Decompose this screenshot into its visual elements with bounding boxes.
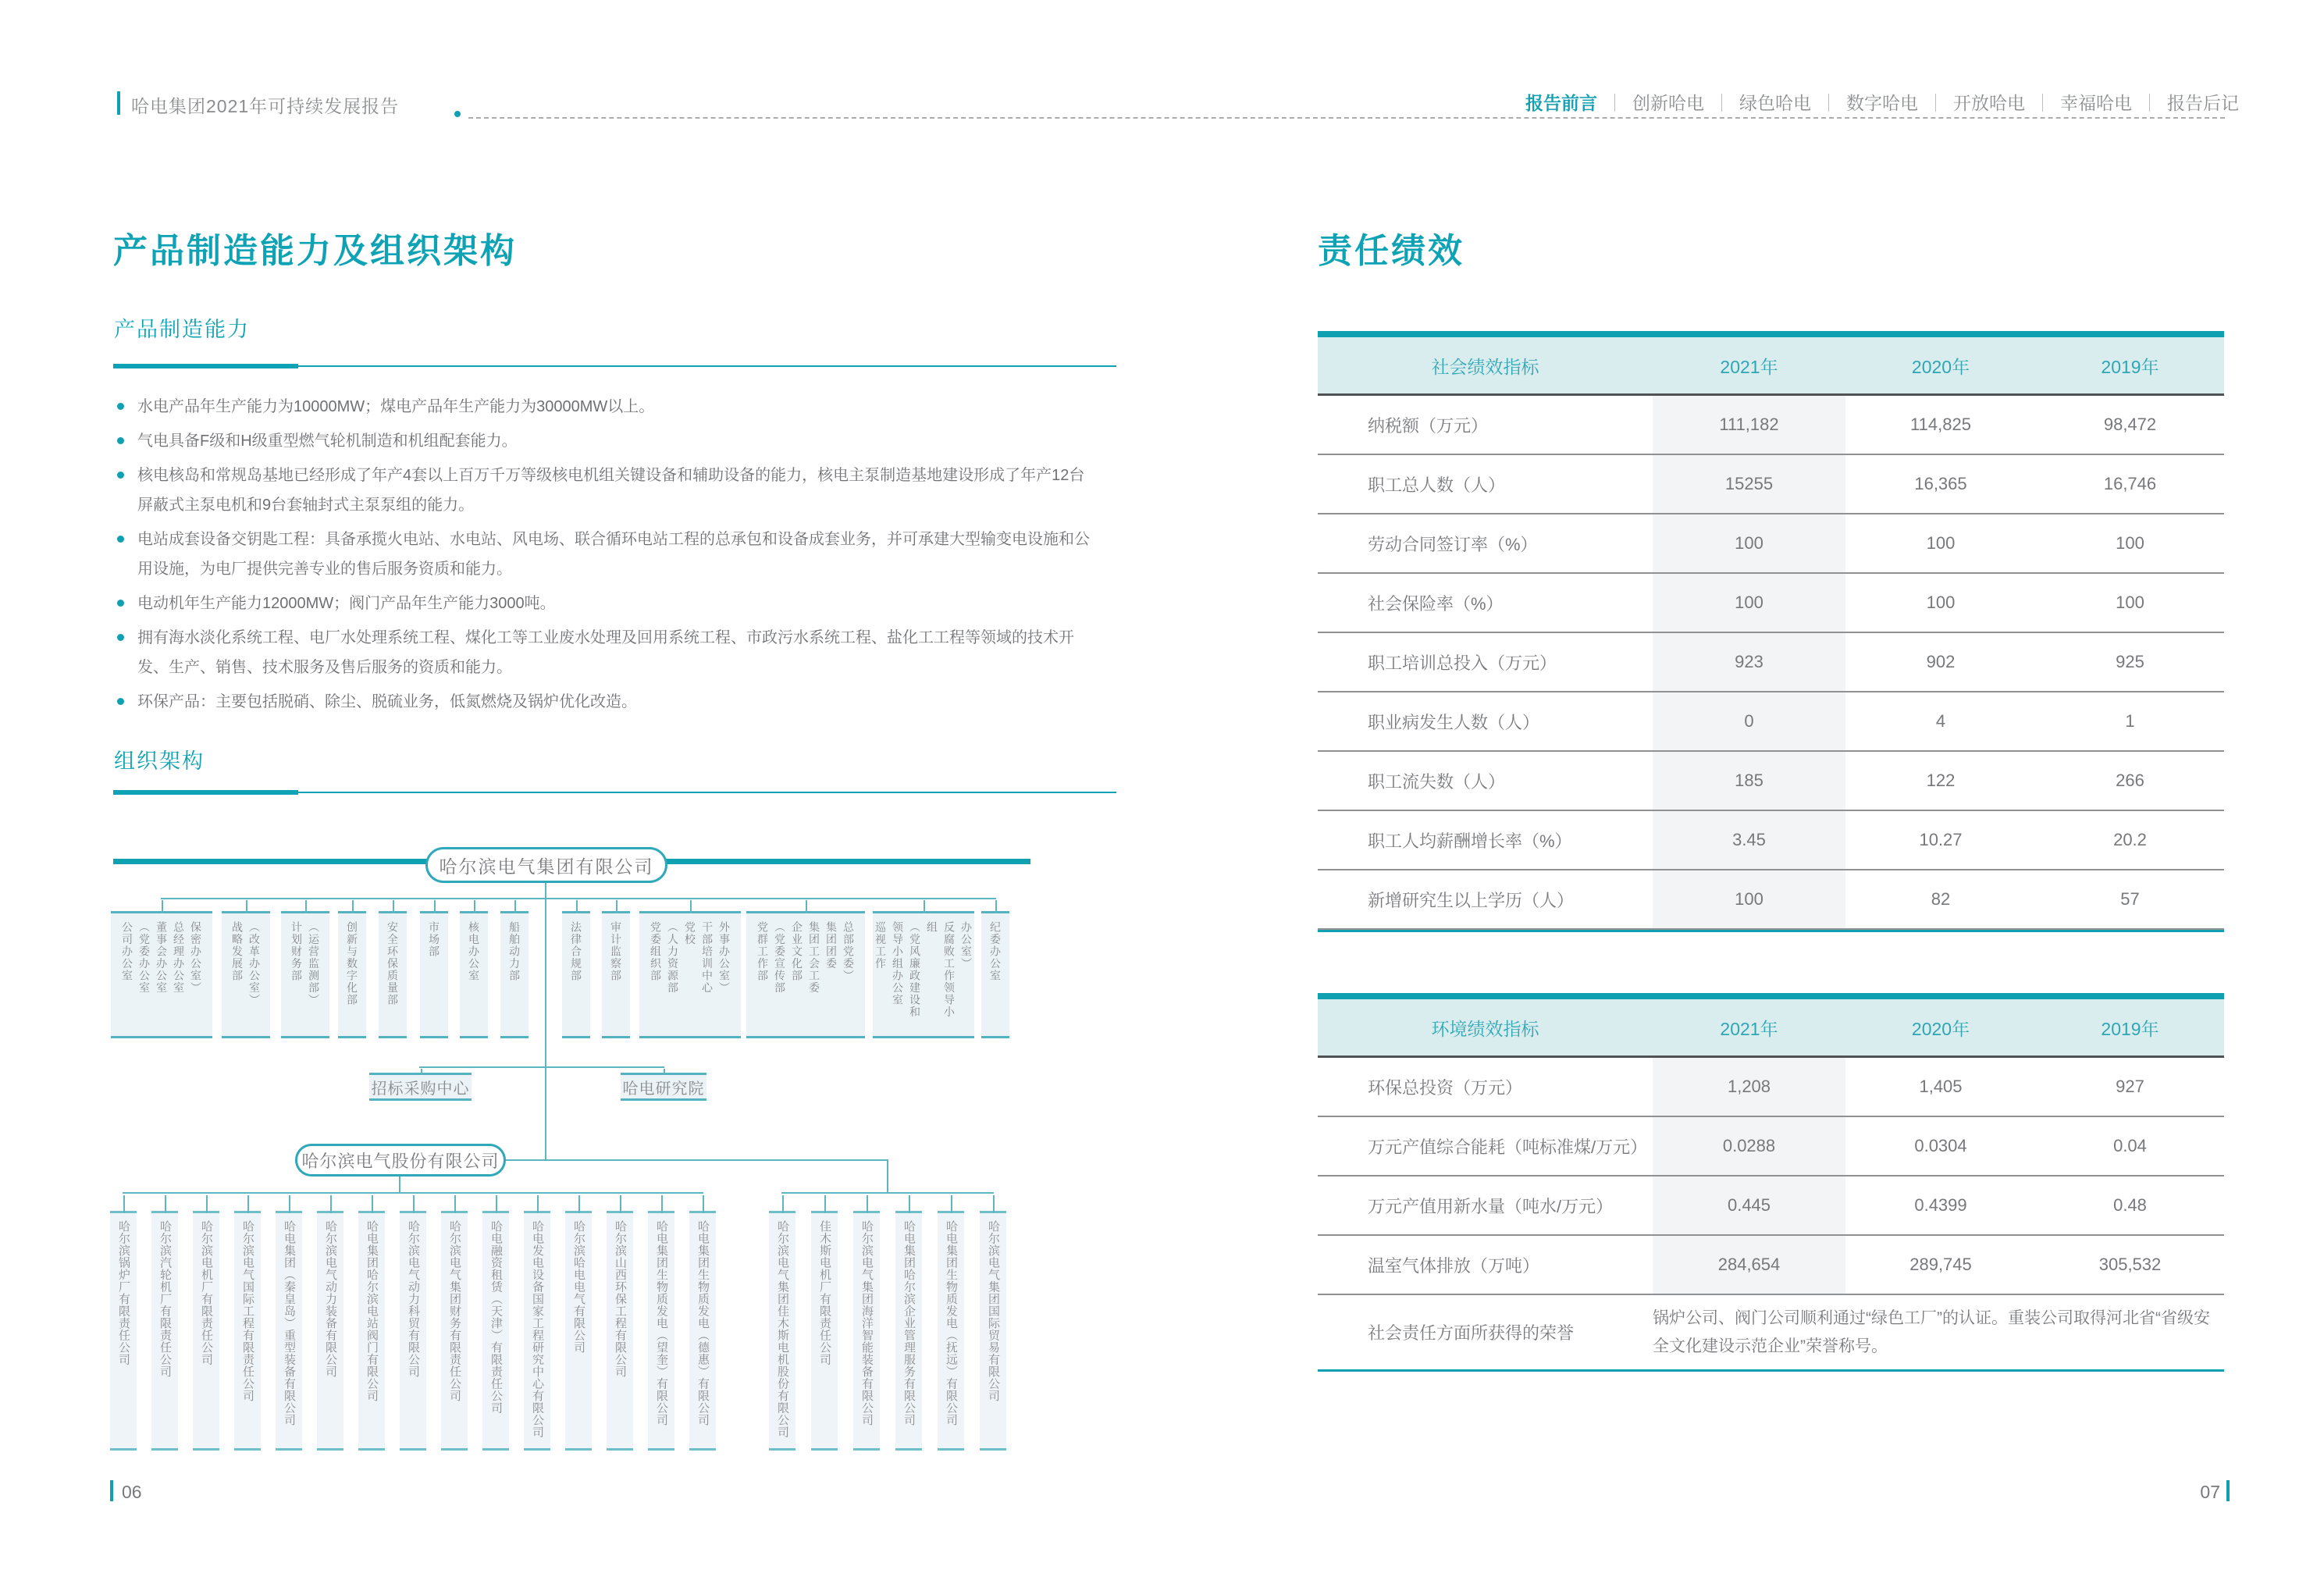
row-label: 社会保险率（%）: [1368, 593, 1504, 614]
org-dept-box: [602, 911, 630, 1038]
org-subsidiary-label: 哈尔滨电气集团财务有限责任公司: [448, 1220, 461, 1402]
row-value: 3.45: [1732, 830, 1766, 849]
org-subsidiary-label: 哈尔滨山西环保工程有限公司: [614, 1220, 627, 1378]
org-dept-label: 法律合规部: [570, 921, 582, 982]
row-label: 劳动合同签订率（%）: [1368, 534, 1538, 554]
org-dept-label: 船舶动力部: [508, 921, 521, 982]
table-header-cell: 2021年: [1720, 356, 1778, 377]
environmental-performance-table: [1318, 993, 2224, 1372]
row-value: 1,405: [1919, 1077, 1963, 1096]
row-label: 纳税额（万元）: [1368, 415, 1489, 436]
org-dept-label: 巡视工作: [874, 921, 887, 970]
row-value: 57: [2120, 889, 2140, 909]
org-subsidiary-label: 哈尔滨哈电电气有限公司: [572, 1220, 585, 1354]
row-label: 环保总投资（万元）: [1368, 1077, 1523, 1098]
row-value: 902: [1926, 652, 1956, 671]
row-value: 289,745: [1909, 1255, 1972, 1274]
row-label: 职工人均薪酬增长率（%）: [1368, 831, 1572, 851]
row-value: 100: [1735, 889, 1763, 909]
org-dept-box: [111, 911, 212, 1038]
org-dept-box: [281, 911, 329, 1038]
nav-item-6: 幸福哈电: [2060, 93, 2132, 113]
org-feed-line: [506, 1159, 888, 1161]
org-feed-drop: [887, 1159, 888, 1193]
row-value: 100: [1926, 533, 1956, 553]
table-row: [1318, 1177, 2224, 1236]
row-value: 923: [1735, 652, 1763, 671]
row-value: 10.27: [1919, 830, 1963, 849]
org-subsidiary-label: 哈电集团（秦皇岛）重型装备有限公司: [283, 1220, 296, 1426]
page-number-bar-left: [110, 1480, 113, 1501]
row-label: 社会责任方面所获得的荣誉: [1368, 1323, 1575, 1343]
org-subsidiary-label: 哈尔滨锅炉厂有限责任公司: [117, 1220, 130, 1365]
org-dept-label: 反腐败工作领导小组: [926, 921, 956, 1018]
row-value: 0.48: [2113, 1195, 2147, 1215]
org-dept-label: 保密办公室）: [190, 921, 202, 994]
row-value: 122: [1926, 771, 1956, 790]
org-dept-label: 市场部: [428, 921, 440, 958]
table-header-cell: 2020年: [1911, 356, 1970, 377]
row-label: 万元产值综合能耗（吨标准煤/万元）: [1368, 1137, 1648, 1157]
section-divider: [113, 364, 1116, 368]
row-value: 111,182: [1719, 415, 1779, 434]
row-value: 16,365: [1914, 474, 1967, 493]
table-header-cell: 2019年: [2101, 356, 2159, 377]
row-value: 15255: [1724, 474, 1774, 493]
table-honors-row: [1318, 1295, 2224, 1369]
table-row: [1318, 1236, 2224, 1295]
org-subsidiary-label: 哈电融资租赁（天津）有限责任公司: [489, 1220, 503, 1414]
table-row: [1318, 1058, 2224, 1117]
org-dept-box: [562, 911, 590, 1038]
table-bottom-rule: [1318, 1369, 2224, 1372]
row-value: 925: [2116, 652, 2144, 671]
org-subsidiary-label: 哈电集团哈尔滨电站阀门有限公司: [365, 1220, 379, 1402]
org-dept-label: （运营监测部）: [308, 921, 320, 1006]
org-subsidiary-box: [151, 1211, 178, 1451]
org-dept-label: （党委宣传部: [774, 921, 786, 994]
org-subsidiary-box: [648, 1211, 674, 1451]
header-accent-bar: [117, 91, 120, 115]
org-dept-box: [746, 911, 865, 1038]
org-dept-label: 总部党委）: [842, 921, 855, 982]
org-dept-label: 战略发展部: [231, 921, 244, 982]
table-row: [1318, 692, 2224, 752]
row-value: 266: [2116, 771, 2144, 790]
org-dept-label: 审计监察部: [610, 921, 622, 982]
org-dept-label: （党风廉政建设和: [909, 921, 921, 1018]
bullet-item: 气电具备F级和H级重型燃气轮机制造和机组配套能力。: [115, 426, 1091, 456]
row-value: 0.4399: [1914, 1195, 1967, 1215]
row-value: 100: [1735, 533, 1763, 553]
bullet-item: 水电产品年生产能力为10000MW；煤电产品年生产能力为30000MW以上。: [115, 392, 1091, 422]
org-dept-box: [981, 911, 1009, 1038]
row-value: 114,825: [1910, 415, 1971, 434]
org-dept-label: 公司办公室: [121, 921, 133, 982]
table-header-row: [1318, 999, 2224, 1058]
nav-separator: ｜: [1713, 93, 1731, 113]
row-value: 0.0288: [1722, 1136, 1776, 1155]
org-dept-label: 党群工作部: [756, 921, 769, 982]
nav-item-3: 绿色哈电: [1739, 93, 1811, 113]
table-row: [1318, 811, 2224, 870]
bullet-item: 电站成套设备交钥匙工程：具备承揽火电站、水电站、风电场、联合循环电站工程的总承包和设备成套业务，并可承建大型输变电设施和公用设施，为电厂提供完善专业的售后服务资质和能力。: [115, 525, 1091, 584]
org-dept-box: [379, 911, 407, 1038]
header-dot-icon: [454, 111, 461, 117]
table-header-cell: 2021年: [1720, 1018, 1778, 1039]
org-dept-label: （人力资源部: [667, 921, 679, 994]
row-value: 16,746: [2103, 474, 2157, 493]
org-subsidiary-label: 哈尔滨电机厂有限责任公司: [200, 1220, 213, 1365]
org-subsidiary-box: [524, 1211, 550, 1451]
header-dashed-rule: [468, 117, 2225, 119]
row-value: 1,208: [1727, 1077, 1771, 1096]
bullet-item: 拥有海水淡化系统工程、电厂水处理系统工程、煤化工等工业废水处理及回用系统工程、市政污水系统工程、盐化工工程等领域的技术开发、生产、销售、技术服务及售后服务的资质和能力。: [115, 623, 1091, 682]
org-dept-label: 总经理办公室: [173, 921, 185, 994]
org-subsidiary-label: 哈电发电设备国家工程研究中心有限公司: [531, 1220, 544, 1438]
social-performance-table: [1318, 331, 2224, 932]
nav-separator: ｜: [1606, 93, 1624, 113]
org-dept-box: [420, 911, 448, 1038]
row-value: 4: [1935, 711, 1946, 731]
page-number-left: 06: [122, 1482, 142, 1502]
org-subsidiary-label: 哈电集团生物质发电（望奎）有限公司: [655, 1220, 668, 1426]
row-value: 927: [2116, 1077, 2144, 1096]
row-value: 0: [1744, 711, 1754, 731]
nav-separator: ｜: [2141, 93, 2159, 113]
row-value: 0.0304: [1914, 1136, 1967, 1155]
row-value: 0.04: [2113, 1136, 2147, 1155]
left-page-title: 产品制造能力及组织架构: [113, 232, 517, 270]
org-dept-box: [338, 911, 366, 1038]
org-dept-label: 安全环保质量部: [386, 921, 399, 1006]
org-dept-label: （党委办公室: [138, 921, 151, 994]
bullet-item: 核电核岛和常规岛基地已经形成了年产4套以上百万千万等级核电机组关键设备和辅助设备的能力，核电主泵制造基地建设形成了年产12台屏蔽式主泵电机和9台套轴封式主泵泵组的能力。: [115, 461, 1091, 520]
org-subsidiary-box: [441, 1211, 468, 1451]
org-subsidiary-box: [811, 1211, 838, 1451]
section-title-org: 组织架构: [114, 749, 205, 773]
org-dept-box: [500, 911, 529, 1038]
table-body: [1318, 999, 2224, 1369]
table-header-cell: 社会绩效指标: [1431, 356, 1539, 377]
org-subsidiary-box: [895, 1211, 922, 1451]
table-bottom-rule: [1318, 930, 2224, 932]
org-dept-label: 党委组织部: [650, 921, 662, 982]
section-title-manufacturing: 产品制造能力: [114, 318, 250, 341]
nav-item-2: 创新哈电: [1632, 93, 1704, 113]
page-number-bar-right: [2226, 1480, 2230, 1501]
row-value: 82: [1931, 889, 1951, 909]
org-dept-label: 创新与数字化部: [346, 921, 358, 1006]
org-subsidiary-label: 哈尔滨电气集团海洋智能装备有限公司: [860, 1220, 874, 1426]
honors-text: 锅炉公司、阀门公司顺利通过“绿色工厂”的认证。重装公司取得河北省“省级安全文化建设示范企业”荣誉称号。: [1653, 1308, 2210, 1355]
table-row: [1318, 574, 2224, 633]
row-value: 100: [2116, 533, 2144, 553]
row-value: 100: [1926, 593, 1956, 612]
org-subsidiary-label: 哈尔滨汽轮机厂有限责任公司: [158, 1220, 172, 1378]
org-subsidiary-label: 哈尔滨电气国际工程有限责任公司: [241, 1220, 254, 1402]
org-subroot-box: 哈尔滨电气股份有限公司: [295, 1144, 506, 1177]
table-header-cell: 环境绩效指标: [1431, 1018, 1539, 1039]
row-value: 98,472: [2103, 415, 2157, 434]
org-subsidiary-label: 哈电集团生物质发电（抚远）有限公司: [945, 1220, 958, 1426]
org-subsidiary-box: [565, 1211, 592, 1451]
row-value: 100: [2116, 593, 2144, 612]
org-subsidiary-box: [193, 1211, 219, 1451]
row-label: 万元产值用新水量（吨水/万元）: [1368, 1196, 1614, 1216]
org-research-institute-box: 哈电研究院: [621, 1073, 706, 1101]
nav-separator: ｜: [1820, 93, 1838, 113]
org-dept-label: 外事办公室）: [718, 921, 731, 994]
row-value: 305,532: [2098, 1255, 2162, 1274]
org-subsidiary-box: [769, 1211, 795, 1451]
row-label: 职工培训总投入（万元）: [1368, 653, 1557, 673]
org-dept-label: 集团工会工委: [808, 921, 820, 994]
row-value: 1: [2125, 711, 2135, 731]
org-dept-label: 党校: [684, 921, 696, 945]
chapter-nav: [1525, 89, 2239, 115]
org-dept-label: 计划财务部: [290, 921, 303, 982]
org-dept-label: 领导小组办公室: [892, 921, 904, 1006]
org-subsidiary-label: 佳木斯电机厂有限责任公司: [818, 1220, 831, 1365]
table-row: [1318, 870, 2224, 930]
org-subsidiary-label: 哈电集团哈尔滨企业管理服务有限公司: [902, 1220, 916, 1426]
table-row: [1318, 1117, 2224, 1177]
report-header-title: 哈电集团2021年可持续发展报告: [131, 96, 400, 116]
table-row: [1318, 514, 2224, 574]
org-subsidiary-box: [317, 1211, 343, 1451]
row-value: 20.2: [2113, 830, 2147, 849]
org-subsidiary-box: [276, 1211, 302, 1451]
org-dept-label: 董事会办公室: [155, 921, 168, 994]
bullet-list: [115, 392, 1091, 721]
org-subsidiary-label: 哈尔滨电气集团国际贸易有限公司: [987, 1220, 1000, 1402]
org-subsidiary-label: 哈尔滨电气动力装备有限公司: [324, 1220, 337, 1378]
page-number-right: 07: [2200, 1482, 2220, 1502]
org-bidding-center-box: 招标采购中心: [369, 1073, 472, 1101]
row-label: 新增研究生以上学历（人）: [1368, 890, 1575, 910]
row-value: 284,654: [1717, 1255, 1781, 1274]
table-row: [1318, 455, 2224, 514]
org-subsidiary-box: [482, 1211, 509, 1451]
nav-separator: ｜: [2034, 93, 2052, 113]
org-dept-box: [222, 911, 270, 1038]
table-header-row: [1318, 337, 2224, 396]
row-value: 100: [1735, 593, 1763, 612]
org-dept-label: 集团团委: [825, 921, 838, 970]
table-body: [1318, 337, 2224, 930]
row-value: 0.445: [1727, 1195, 1771, 1215]
nav-separator: ｜: [1927, 93, 1945, 113]
table-top-bar: [1318, 331, 2224, 337]
org-center-connector: [419, 1066, 664, 1068]
org-subsidiary-box: [110, 1211, 137, 1451]
right-page-title: 责任绩效: [1318, 232, 1465, 270]
org-level1-connector: [161, 898, 996, 899]
org-cluster-a-connector: [123, 1192, 703, 1194]
section-divider: [113, 790, 1116, 795]
org-subsidiary-box: [607, 1211, 633, 1451]
row-label: 职业病发生人数（人）: [1368, 712, 1540, 732]
nav-item-7: 报告后记: [2167, 93, 2239, 113]
org-dept-label: 核电办公室: [468, 921, 480, 982]
org-dept-box: [639, 911, 741, 1038]
org-subsidiary-box: [938, 1211, 964, 1451]
org-subroot-drop: [399, 1177, 400, 1193]
bullet-item: 环保产品：主要包括脱硝、除尘、脱硫业务，低氮燃烧及锅炉优化改造。: [115, 687, 1091, 717]
nav-item-4: 数字哈电: [1846, 93, 1918, 113]
org-dept-label: 企业文化部: [791, 921, 803, 982]
table-row: [1318, 752, 2224, 811]
org-dept-box: [873, 911, 974, 1038]
row-value: 185: [1735, 771, 1763, 790]
nav-item-5: 开放哈电: [1953, 93, 2025, 113]
org-dept-label: 办公室）: [960, 921, 973, 970]
table-row: [1318, 633, 2224, 692]
table-row: [1318, 396, 2224, 455]
nav-item-1: 报告前言: [1525, 93, 1597, 113]
table-top-bar: [1318, 993, 2224, 999]
org-dept-label: （改革办公室）: [248, 921, 261, 1006]
org-subsidiary-label: 哈尔滨电气动力科贸有限公司: [407, 1220, 420, 1378]
org-subsidiary-box: [980, 1211, 1006, 1451]
bullet-item: 电动机年生产能力12000MW；阀门产品年生产能力3000吨。: [115, 589, 1091, 618]
org-root-box: 哈尔滨电气集团有限公司: [425, 847, 667, 883]
org-subsidiary-label: 哈尔滨电气集团佳木斯电机股份有限公司: [776, 1220, 789, 1438]
table-header-cell: 2019年: [2101, 1018, 2159, 1039]
row-label: 职工流失数（人）: [1368, 771, 1506, 792]
table-header-cell: 2020年: [1911, 1018, 1970, 1039]
org-trunk-line: [545, 864, 546, 1160]
org-subsidiary-box: [689, 1211, 716, 1451]
org-dept-label: 干部培训中心: [701, 921, 714, 994]
org-cluster-b-connector: [781, 1192, 994, 1194]
org-subsidiary-box: [400, 1211, 426, 1451]
org-subsidiary-box: [234, 1211, 261, 1451]
org-subsidiary-label: 哈电集团生物质发电（德惠）有限公司: [696, 1220, 710, 1426]
org-dept-box: [460, 911, 488, 1038]
org-dept-label: 纪委办公室: [989, 921, 1002, 982]
row-label: 温室气体排放（万吨）: [1368, 1255, 1540, 1276]
org-subsidiary-box: [853, 1211, 880, 1451]
org-subsidiary-box: [358, 1211, 385, 1451]
row-label: 职工总人数（人）: [1368, 475, 1506, 495]
